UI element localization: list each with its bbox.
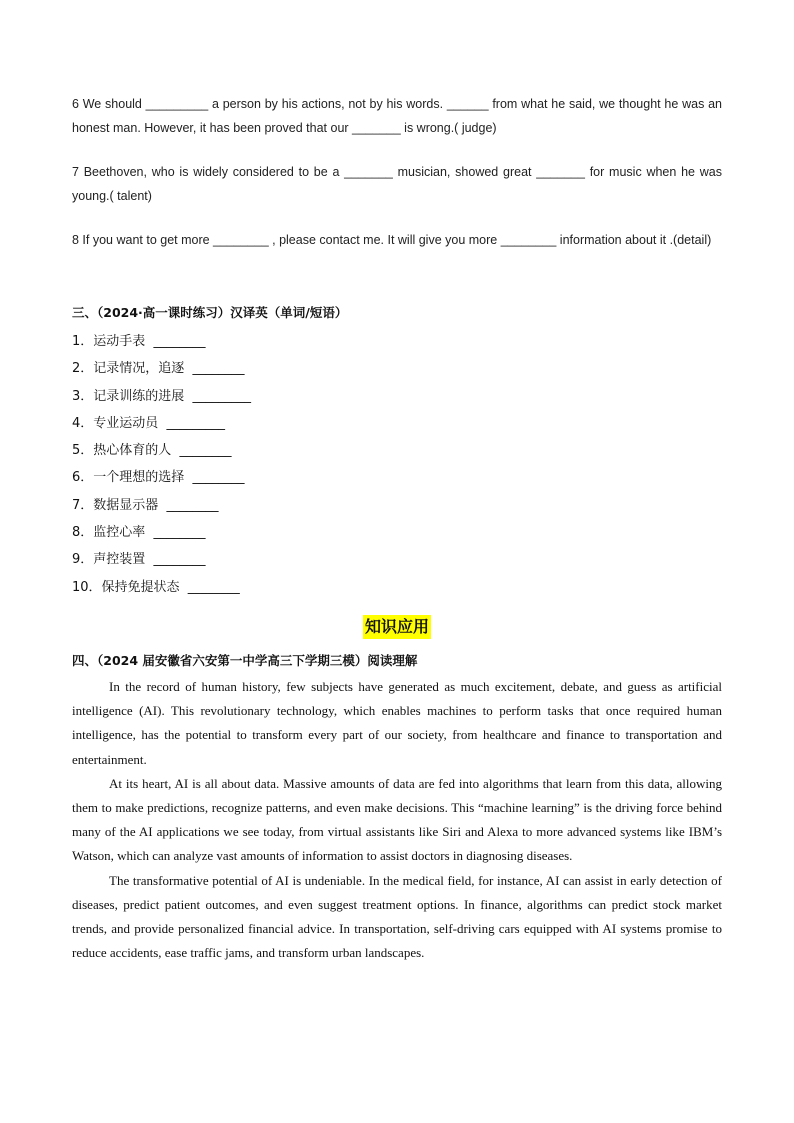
page-content [72,92,722,965]
list-item: 6．一个理想的选择 ________ [72,470,245,486]
reading-paragraph-1: In the record of human history, few subjects have generated as much excitement, debate, and guess as artificial intelligence (AI). This revolutionary technology, which enables machines to perform tasks that once required human intelligence, has the potential to transform every part of our society, from healthcare and finance to transportation and entertainment. [72,678,722,767]
question-8: 8 If you want to get more ________ , please contact me. It will give you more ________ information about it .(detail) [72,233,712,247]
question-6: 6 We should _________ a person by his actions, not by his words. ______ from what he said, we thought he was an honest man. However, it has been proved that our _______ is wrong.( judge) [72,97,722,135]
knowledge-heading-wrap [72,615,722,645]
knowledge-heading: 知识应用 [363,615,431,639]
list-item: 2．记录情况，追逐 ________ [72,361,245,377]
section-3-title: 三、（2024·高一课时练习）汉译英（单词/短语） [72,305,348,320]
list-item: 7．数据显示器 ________ [72,497,219,513]
reading-paragraph-2: At its heart, AI is all about data. Massive amounts of data are fed into algorithms that learn from this data, allowing them to make predictions, recognize patterns, and even make decisions. This “machine learning” is the driving force behind many of the AI applications we see today, from virtual assistants like Siri and Alexa to more advanced systems like IBM’s Watson, which can analyze vast amounts of information to assist doctors in diagnosing diseases. [72,775,722,864]
section-4-title: 四、（2024 届安徽省六安第一中学高三下学期三模）阅读理解 [72,652,418,668]
list-item: 8．监控心率 ________ [72,525,206,541]
list-item: 9．声控装置 ________ [72,552,206,568]
list-item: 1．运动手表 ________ [72,334,206,349]
question-7: 7 Beethoven, who is widely considered to be a _______ musician, showed great _______ for music when he was young.( talent) [72,165,722,203]
reading-paragraph-3: The transformative potential of AI is undeniable. In the medical field, for instance, AI can assist in early detection of diseases, predict patient outcomes, and even suggest treatment options. In finance, algorithms can predict stock market trends, and provide personalized financial advice. In transportation, self-driving cars equipped with AI systems promise to reduce accidents, ease traffic jams, and transform urban landscapes. [72,872,722,961]
translation-list [72,328,722,601]
list-item: 4．专业运动员 _________ [72,415,226,431]
list-item: 10．保持免提状态 ________ [72,579,240,595]
list-item: 5．热心体育的人 ________ [72,443,232,459]
list-item: 3．记录训练的进展 _________ [72,388,252,404]
